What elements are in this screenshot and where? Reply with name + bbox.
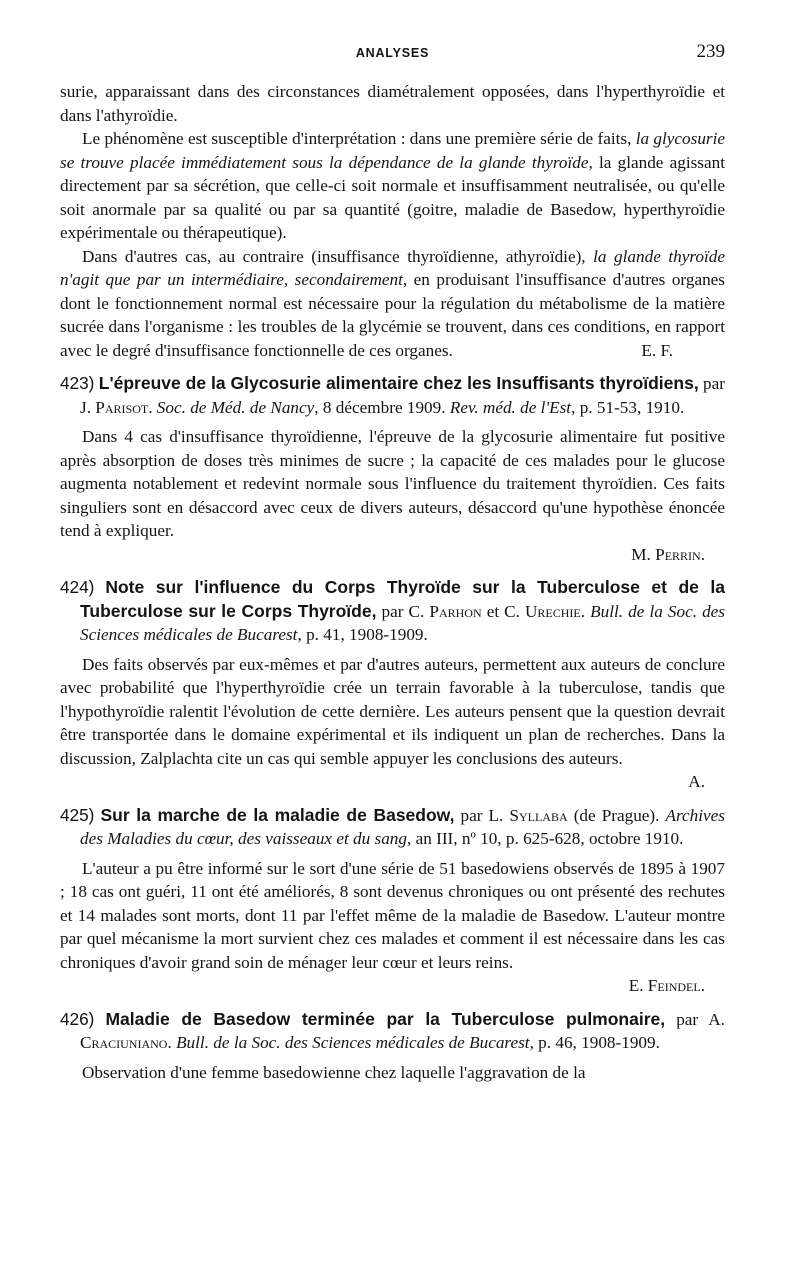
entry-424	[60, 576, 725, 794]
emphasis: la glande thyroïde n'agit que par un intermédiaire, secondairement	[60, 246, 725, 289]
author: Syllaba	[509, 805, 568, 825]
entry-425	[60, 804, 725, 998]
entry-body: L'auteur a pu être informé sur le sort d'une série de 51 basedowiens observés de 1895 à 1907 ; 18 cas ont guéri, 11 ont été améliorés, 8 sont devenus chroniques ou ont présenté des rechutes et 14 malades sont morts, dont 11 par l'effet même de la maladie de Basedow. L'auteur montre par quel mécanisme la mort survient chez ces malades et comment il est nécessaire dans les cas chroniques d'avoir grand soin de ménager leur cœur et leurs reins.	[60, 858, 725, 972]
entry-heading: 424) Note sur l'influence du Corps Thyroïde sur la Tuberculose et de la Tuberculose sur le Corps Thyroïde, par C. Parhon et C. Urechie. Bull. de la Soc. des Sciences médicales de Bucarest, p. 41, 1908-1909.	[60, 577, 725, 644]
entry-title: Sur la marche de la maladie de Basedow,	[100, 804, 455, 825]
page-header	[60, 42, 725, 66]
continued-abstract	[60, 80, 725, 362]
author: Parhon	[429, 601, 482, 621]
reference: Bull. de la Soc. des Sciences médicales de Bucarest	[176, 1033, 530, 1052]
entry-body: Observation d'une femme basedowienne chez laquelle l'aggravation de la	[82, 1062, 586, 1082]
entry-body: Des faits observés par eux-mêmes et par d'autres auteurs, permettent aux auteurs de conclure avec probabilité que l'hyperthyroïdie crée un terrain favorable à la tuberculose, tandis que l'hypothyroïdie ralentit l'évolution de cette dernière. Les auteurs pensent que la question devrait être transportée dans le domaine expérimental et ils indiquent un plan de recherches. Dans la discussion, Zalplachta cite un cas qui semble appuyer les conclusions des auteurs.	[60, 654, 725, 768]
reference: Archives des Maladies du cœur, des vaisseaux et du sang	[80, 805, 725, 848]
author: Craciuniano	[80, 1033, 168, 1052]
entry-title: L'épreuve de la Glycosurie alimentaire chez les Insuffisants thyroïdiens,	[98, 373, 699, 393]
signature: E. F.	[641, 340, 673, 360]
author: Urechie	[525, 601, 581, 621]
entry-title: Maladie de Basedow terminée par la Tuberculose pulmonaire,	[105, 1008, 666, 1029]
running-head: ANALYSES	[355, 46, 430, 60]
entry-heading: 425) Sur la marche de la maladie de Basedow, par L. Syllaba (de Prague). Archives des Maladies du cœur, des vaisseaux et du sang, an III, nº 10, p. 625-628, octobre 1910.	[60, 804, 725, 848]
entry-title: Note sur l'influence du Corps Thyroïde sur la Tuberculose et de la Tuberculose sur le Corps Thyroïde,	[80, 577, 725, 621]
entry-heading: 426) Maladie de Basedow terminée par la Tuberculose pulmonaire, par A. Craciuniano. Bull. de la Soc. des Sciences médicales de Bucarest, p. 46, 1908-1909.	[60, 1008, 725, 1052]
paragraph: Dans d'autres cas, au contraire (insuffisance thyroïdienne, athyroïdie), la glande thyroïde n'agit que par un intermédiaire, secondairement, en produisant l'insuffisance d'autres organes dont le fonctionnement normal est nécessaire pour la régulation du métabolisme de la matière sucrée dans l'organisme : les troubles de la glycémie se trouvent, dans ces conditions, en rapport avec le degré d'insuffisance fonctionnelle de ces organes.	[60, 246, 725, 360]
entry-426	[60, 1008, 725, 1085]
text-column	[60, 80, 725, 1084]
entry-423	[60, 372, 725, 566]
entry-number: 424)	[60, 577, 95, 597]
paragraph: surie, apparaissant dans des circonstances diamétralement opposées, dans l'hyperthyroïdie et dans l'athyroïdie.	[60, 82, 725, 125]
entry-heading: 423) L'épreuve de la Glycosurie alimentaire chez les Insuffisants thyroïdiens, par J. Parisot. Soc. de Méd. de Nancy, 8 décembre 1909. Rev. méd. de l'Est, p. 51-53, 1910.	[60, 373, 725, 417]
entry-number: 425)	[60, 804, 95, 825]
reference: Rev. méd. de l'Est	[449, 397, 572, 417]
page-number: 239	[696, 41, 725, 62]
entry-number: 423)	[60, 373, 95, 393]
reference: Soc. de Méd. de Nancy	[156, 397, 315, 417]
paragraph: Le phénomène est susceptible d'interprétation : dans une première série de faits, la glycosurie se trouve placée immédiatement sous la dépendance de la glande thyroïde, la glande agissant directement par sa sécrétion, que celle-ci soit normale et insuffisamment neutralisée, ou qu'elle soit anormale par sa qualité ou par sa quantité (goitre, maladie de Basedow, hyperthyroïdie expérimentale ou thérapeutique).	[60, 129, 726, 242]
signature: A.	[688, 772, 705, 791]
signature: E. Feindel.	[628, 976, 705, 995]
reference: Bull. de la Soc. des Sciences médicales de Bucarest	[80, 601, 725, 644]
entry-body: Dans 4 cas d'insuffisance thyroïdienne, l'épreuve de la glycosurie alimentaire fut positive après absorption de doses très minimes de sucre ; la capacité de ces malades pour le glucose augmenta notablement et redevint normale sous l'influence du traitement thyroïdien. Ces faits singuliers sont en désaccord avec ceux de divers auteurs, désaccord qu'une hypothèse énoncée tend à expliquer.	[60, 427, 725, 540]
signature: M. Perrin.	[631, 544, 705, 564]
emphasis: la glycosurie se trouve placée immédiatement sous la dépendance de la glande thyroïde	[60, 129, 726, 172]
entry-number: 426)	[60, 1008, 95, 1029]
author: Parisot	[95, 397, 149, 417]
